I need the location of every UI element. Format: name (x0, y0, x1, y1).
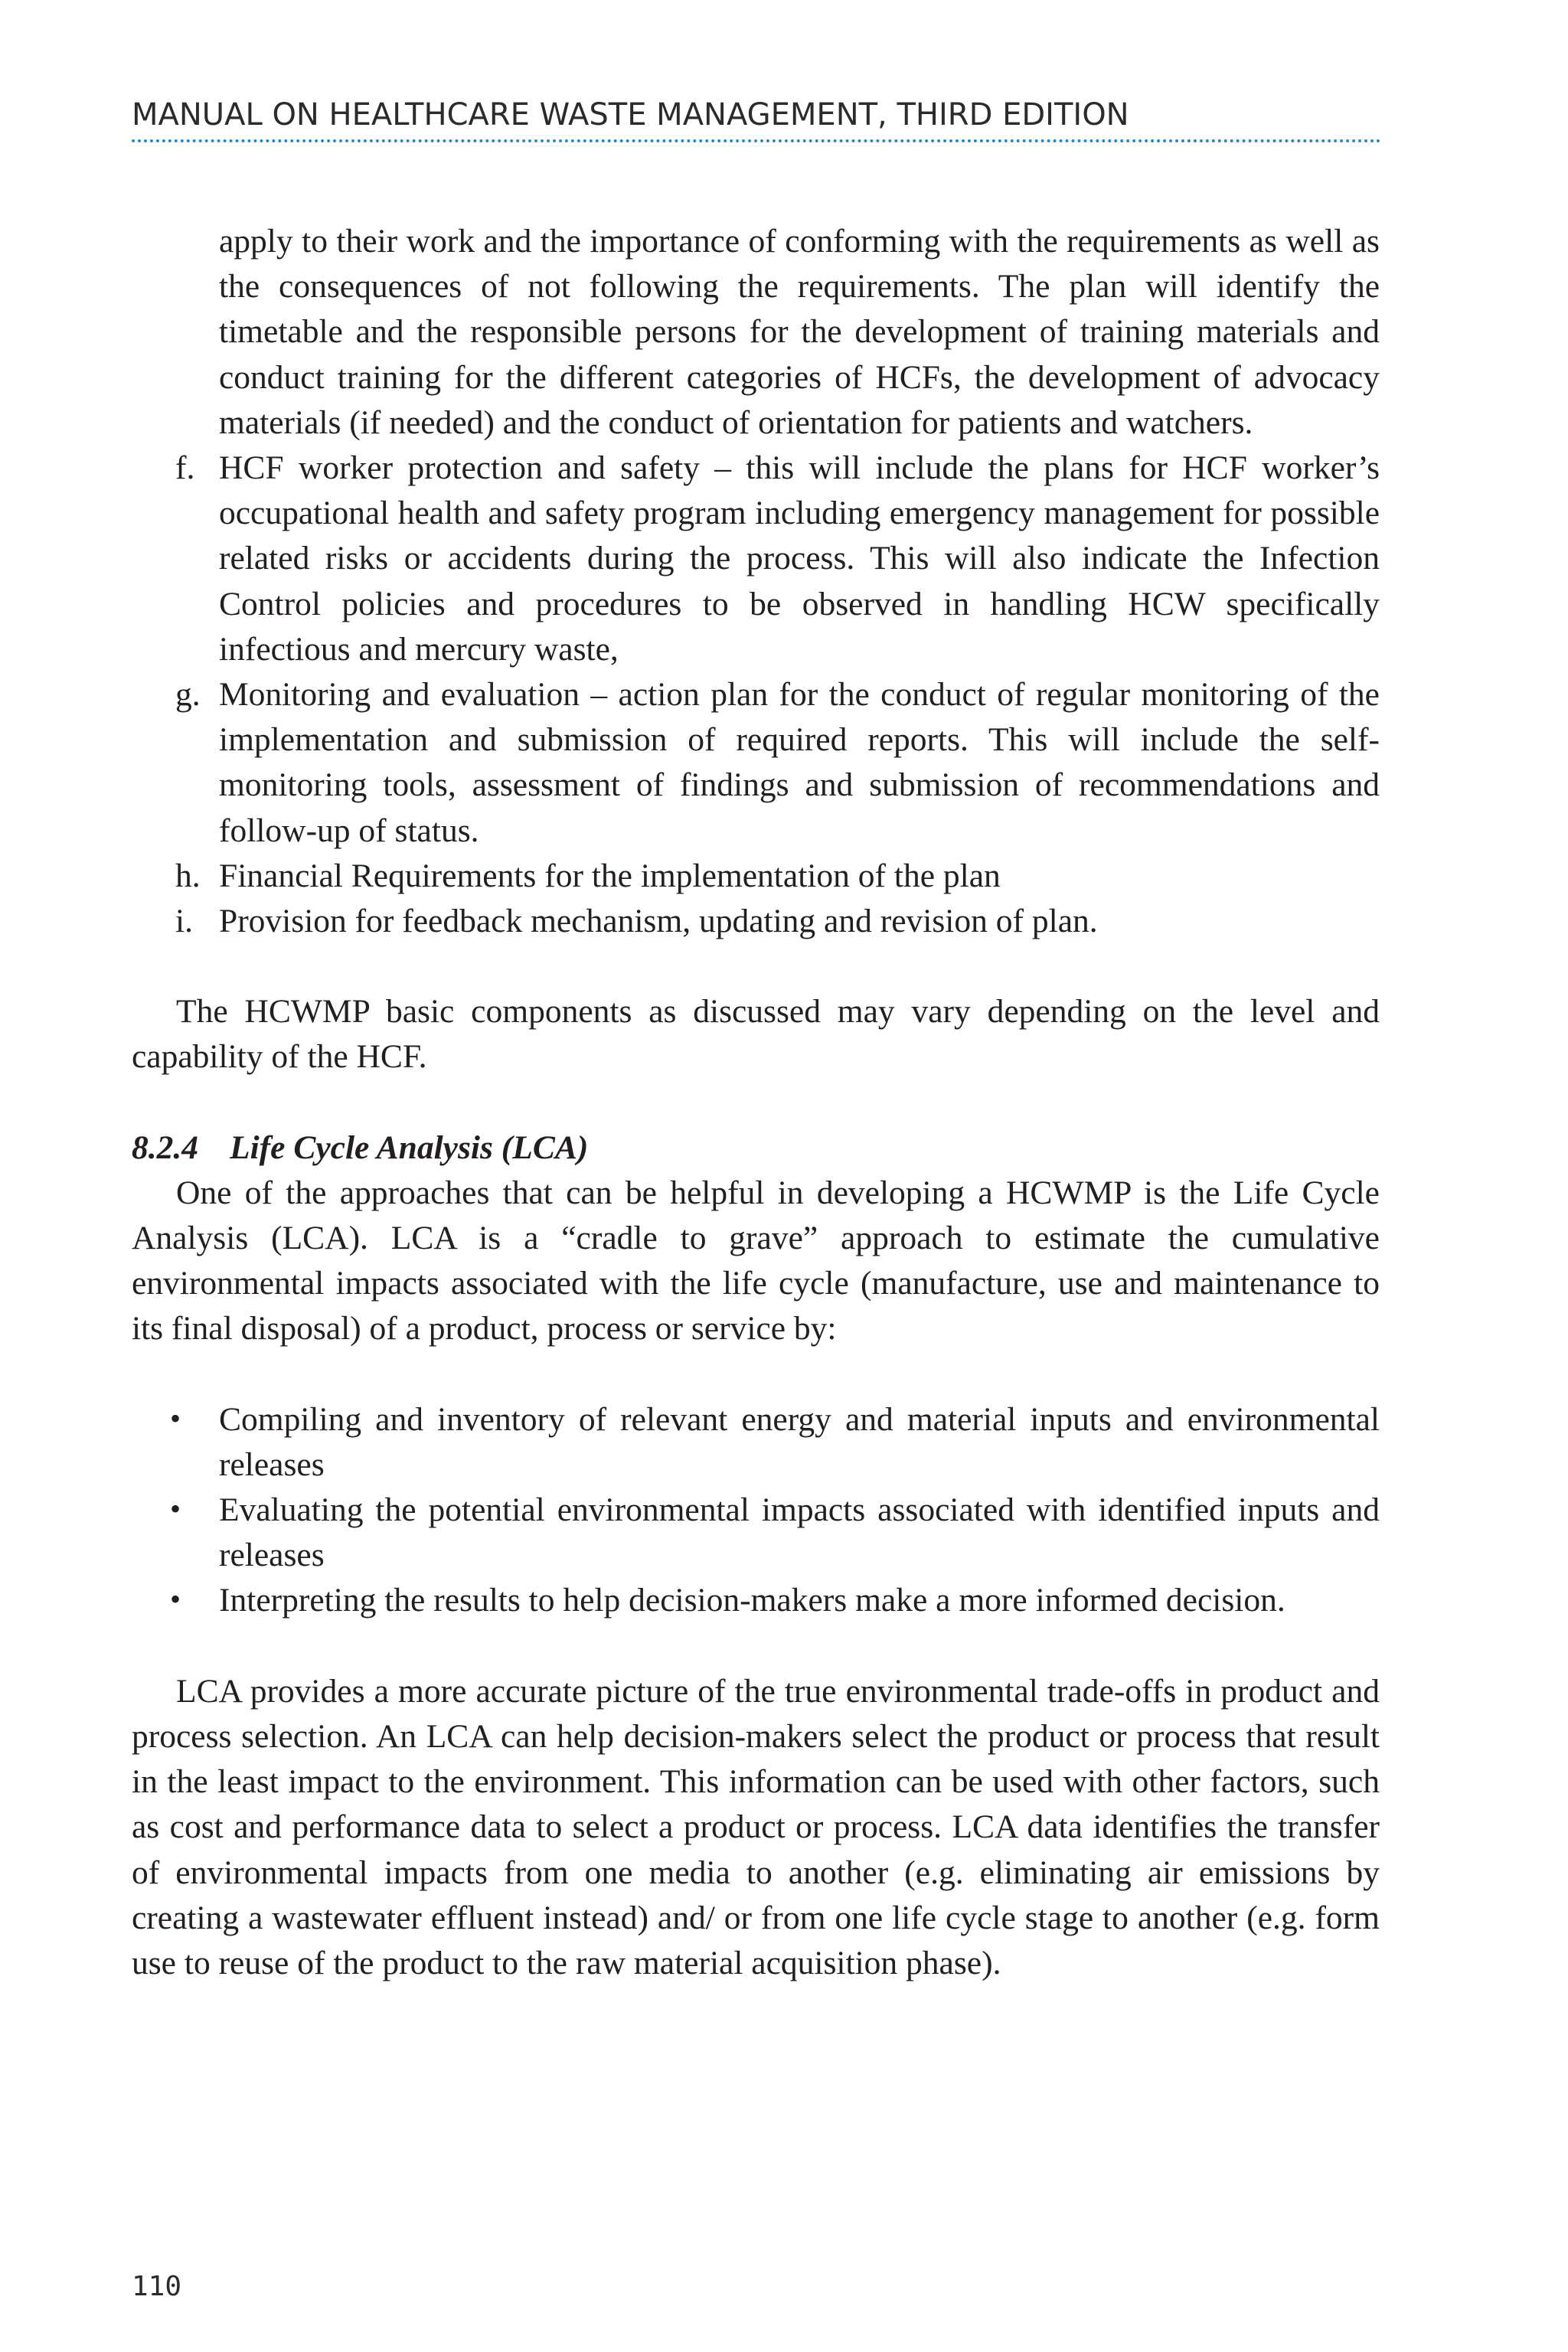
list-item-g (132, 672, 1380, 854)
running-header: MANUAL ON HEALTHCARE WASTE MANAGEMENT, THIRD EDITION (132, 97, 1129, 132)
page-number: 110 (132, 2271, 182, 2302)
list-item-text: Provision for feedback mechanism, updating and revision of plan. (219, 903, 1098, 940)
page-body (132, 219, 1380, 1986)
bullet-text: Compiling and inventory of relevant energy and material inputs and environmental releases (219, 1400, 1380, 1483)
section-number: 8.2.4 (132, 1129, 198, 1166)
header-divider (132, 139, 1381, 142)
bullet-text: Interpreting the results to help decision-makers make a more informed decision. (219, 1582, 1285, 1619)
bullet-icon: • (170, 1491, 181, 1527)
bullet-item (132, 1578, 1380, 1623)
bullet-icon: • (170, 1582, 181, 1617)
hcwmp-paragraph: The HCWMP basic components as discussed may vary depending on the level and capability of the HCF. (132, 993, 1380, 1076)
list-marker: h. (175, 857, 201, 894)
bullet-item (132, 1488, 1380, 1578)
list-marker: g. (175, 676, 201, 714)
spacer (132, 1352, 1380, 1397)
lca-conclusion-paragraph: LCA provides a more accurate picture of the true environmental trade-offs in product and process selection. An LCA can help decision-makers select the product or process that result in the least impact to the environment. This information can be used with other factors, such as cost and performance data to select a product or process. LCA data identifies the transfer of environmental impacts from one media to another (e.g. eliminating air emissions by creating a wastewater effluent instead) and/ or from one life cycle stage to another (e.g. form use to reuse of the product to the raw material acquisition phase). (132, 1672, 1380, 1981)
lca-intro-paragraph: One of the approaches that can be helpful in developing a HCWMP is the Life Cycle Analysis (LCA). LCA is a “cradle to grave” approach to estimate the cumulative environmental impacts associated with the life cycle (manufacture, use and maintenance to its final disposal) of a product, process or service by: (132, 1174, 1380, 1348)
list-item-f (132, 446, 1380, 672)
spacer (132, 1080, 1380, 1125)
spacer (132, 1624, 1380, 1669)
list-item-text: HCF worker protection and safety – this will include the plans for HCF worker’s occupational health and safety program including emergency management for possible related risks or accidents during the process. This will also indicate the Infection Control policies and procedures to be observed in handling HCW specifically infectious and mercury waste, (219, 449, 1380, 668)
continued-list-paragraph: apply to their work and the importance of conforming with the requirements as well as the consequences of not following the requirements. The plan will identify the timetable and the responsible persons for the development of training materials and conduct training for the different categories of HCFs, the development of advocacy materials (if needed) and the conduct of orientation for patients and watchers. (219, 223, 1380, 441)
bullet-icon: • (170, 1400, 181, 1436)
section-title: Life Cycle Analysis (LCA) (230, 1129, 589, 1166)
bullet-text: Evaluating the potential environmental impacts associated with identified inputs and releases (219, 1491, 1380, 1574)
list-marker: i. (175, 903, 193, 940)
section-heading (132, 1125, 1380, 1171)
list-item-text: Financial Requirements for the implementation of the plan (219, 857, 1001, 894)
list-item-text: Monitoring and evaluation – action plan for the conduct of regular monitoring of the implementation and submission of required reports. This will include the self-monitoring tools, assessment of findings and submission of recommendations and follow-up of status. (219, 676, 1380, 849)
list-marker: f. (175, 449, 195, 487)
spacer (132, 944, 1380, 989)
list-item-i (132, 899, 1380, 944)
list-item-h (132, 854, 1380, 899)
bullet-item (132, 1397, 1380, 1488)
